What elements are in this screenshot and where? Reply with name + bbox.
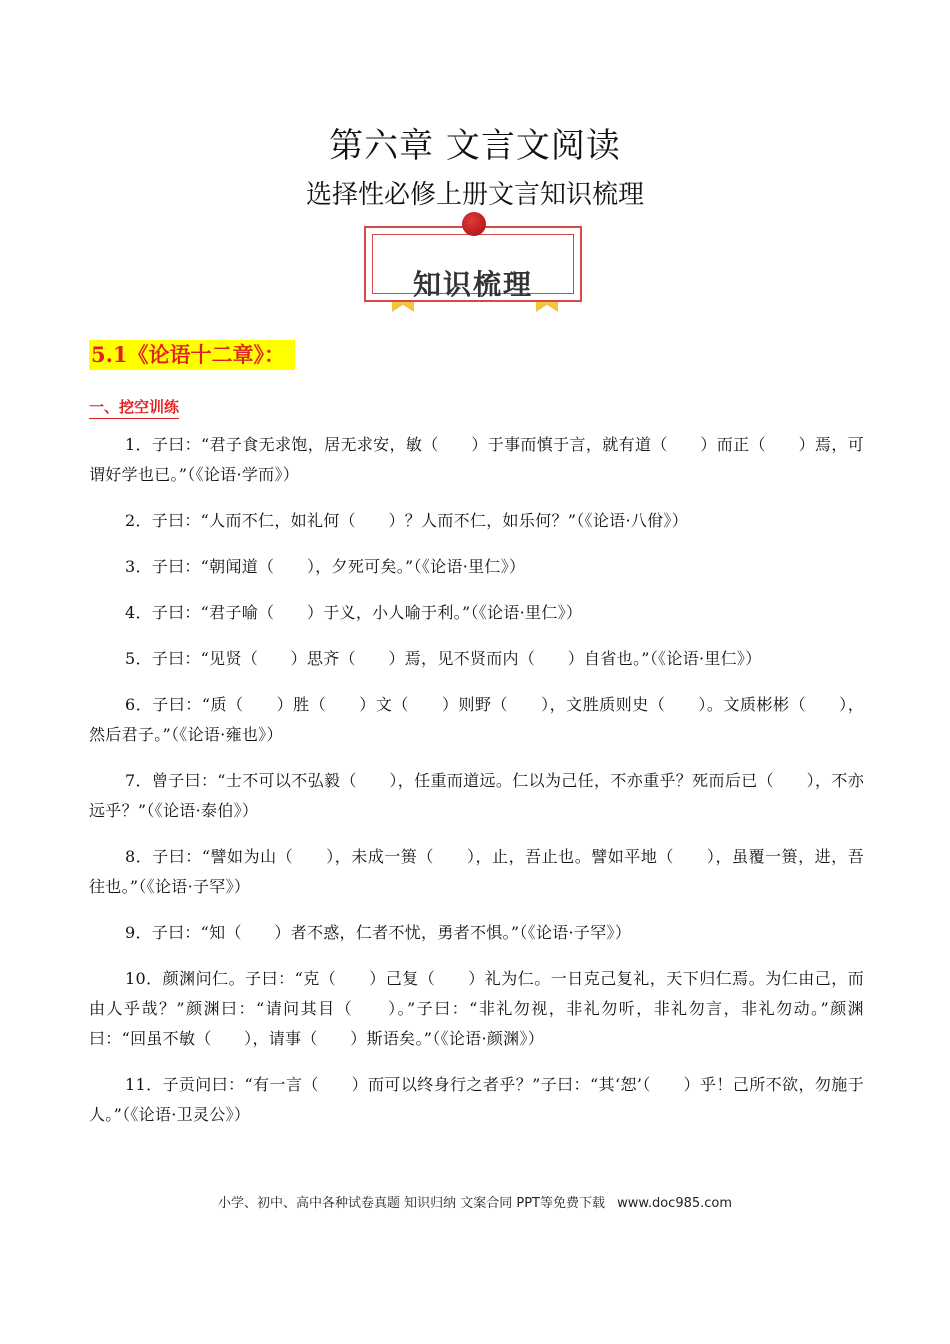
footer-link[interactable]: www.doc985.com [617,1196,733,1211]
exercise-item: 1．子曰：“君子食无求饱，居无求安，敏（ ）于事而慎于言，就有道（ ）而正（ ）焉，可谓好学也已。”（《论语·学而》） [89,435,864,484]
exercise-item: 10．颜渊问仁。子曰：“克（ ）己复（ ）礼为仁。一日克己复礼，天下归仁焉。为仁由己，而由人乎哉？”颜渊曰：“请问其目（ ）。”子曰：“非礼勿视，非礼勿听，非礼勿言，非礼勿动。”颜渊曰：“回虽不敏（ ），请事（ ）斯语矣。”（《论语·颜渊》） [89,969,864,1048]
exercise-item: 2．子曰：“人而不仁，如礼何（ ）？人而不仁，如乐何？”（《论语·八佾》） [125,511,689,530]
footer-text: 小学、初中、高中各种试卷真题 知识归纳 文案合同 PPT等免费下载 [217,1196,605,1211]
exercise-item: 9．子曰：“知（ ）者不惑，仁者不忧，勇者不惧。”（《论语·子罕》） [125,923,632,942]
knowledge-badge [364,208,586,310]
page-subtitle: 选择性必修上册文言知识梳理 [305,180,644,210]
exercise-item: 11．子贡问曰：“有一言（ ）而可以终身行之者乎？”子曰：“其‘恕’（ ）乎！己所不欲，勿施于人。”（《论语·卫灵公》） [89,1075,864,1124]
badge-label: 知识梳理 [412,268,533,301]
section-heading: 5.1《论语十二章》： [89,340,295,370]
exercise-item: 7．曾子曰：“士不可以不弘毅（ ），任重而道远。仁以为己任，不亦重乎？死而后已（ ），不亦远乎？”（《论语·泰伯》） [89,771,864,820]
chapter-title: 第六章 文言文阅读 [329,126,621,166]
exercise-item: 6．子曰：“质（ ）胜（ ）文（ ）则野（ ），文胜质则史（ ）。文质彬彬（ ），然后君子。”（《论语·雍也》） [89,695,864,744]
subsection-heading: 一、挖空训练 [89,396,179,419]
page-footer [0,1192,950,1211]
red-dot-icon [462,212,486,236]
exercise-item: 4．子曰：“君子喻（ ）于义，小人喻于利。”（《论语·里仁》） [125,603,583,622]
exercise-item: 8．子曰：“譬如为山（ ），未成一篑（ ），止，吾止也。譬如平地（ ），虽覆一篑，进，吾往也。”（《论语·子罕》） [89,847,864,896]
exercise-item: 5．子曰：“见贤（ ）思齐（ ）焉，见不贤而内（ ）自省也。”（《论语·里仁》） [125,649,762,668]
exercise-list [89,430,864,1140]
exercise-item: 3．子曰：“朝闻道（ ），夕死可矣。”（《论语·里仁》） [125,557,526,576]
badge-frame [364,226,582,302]
